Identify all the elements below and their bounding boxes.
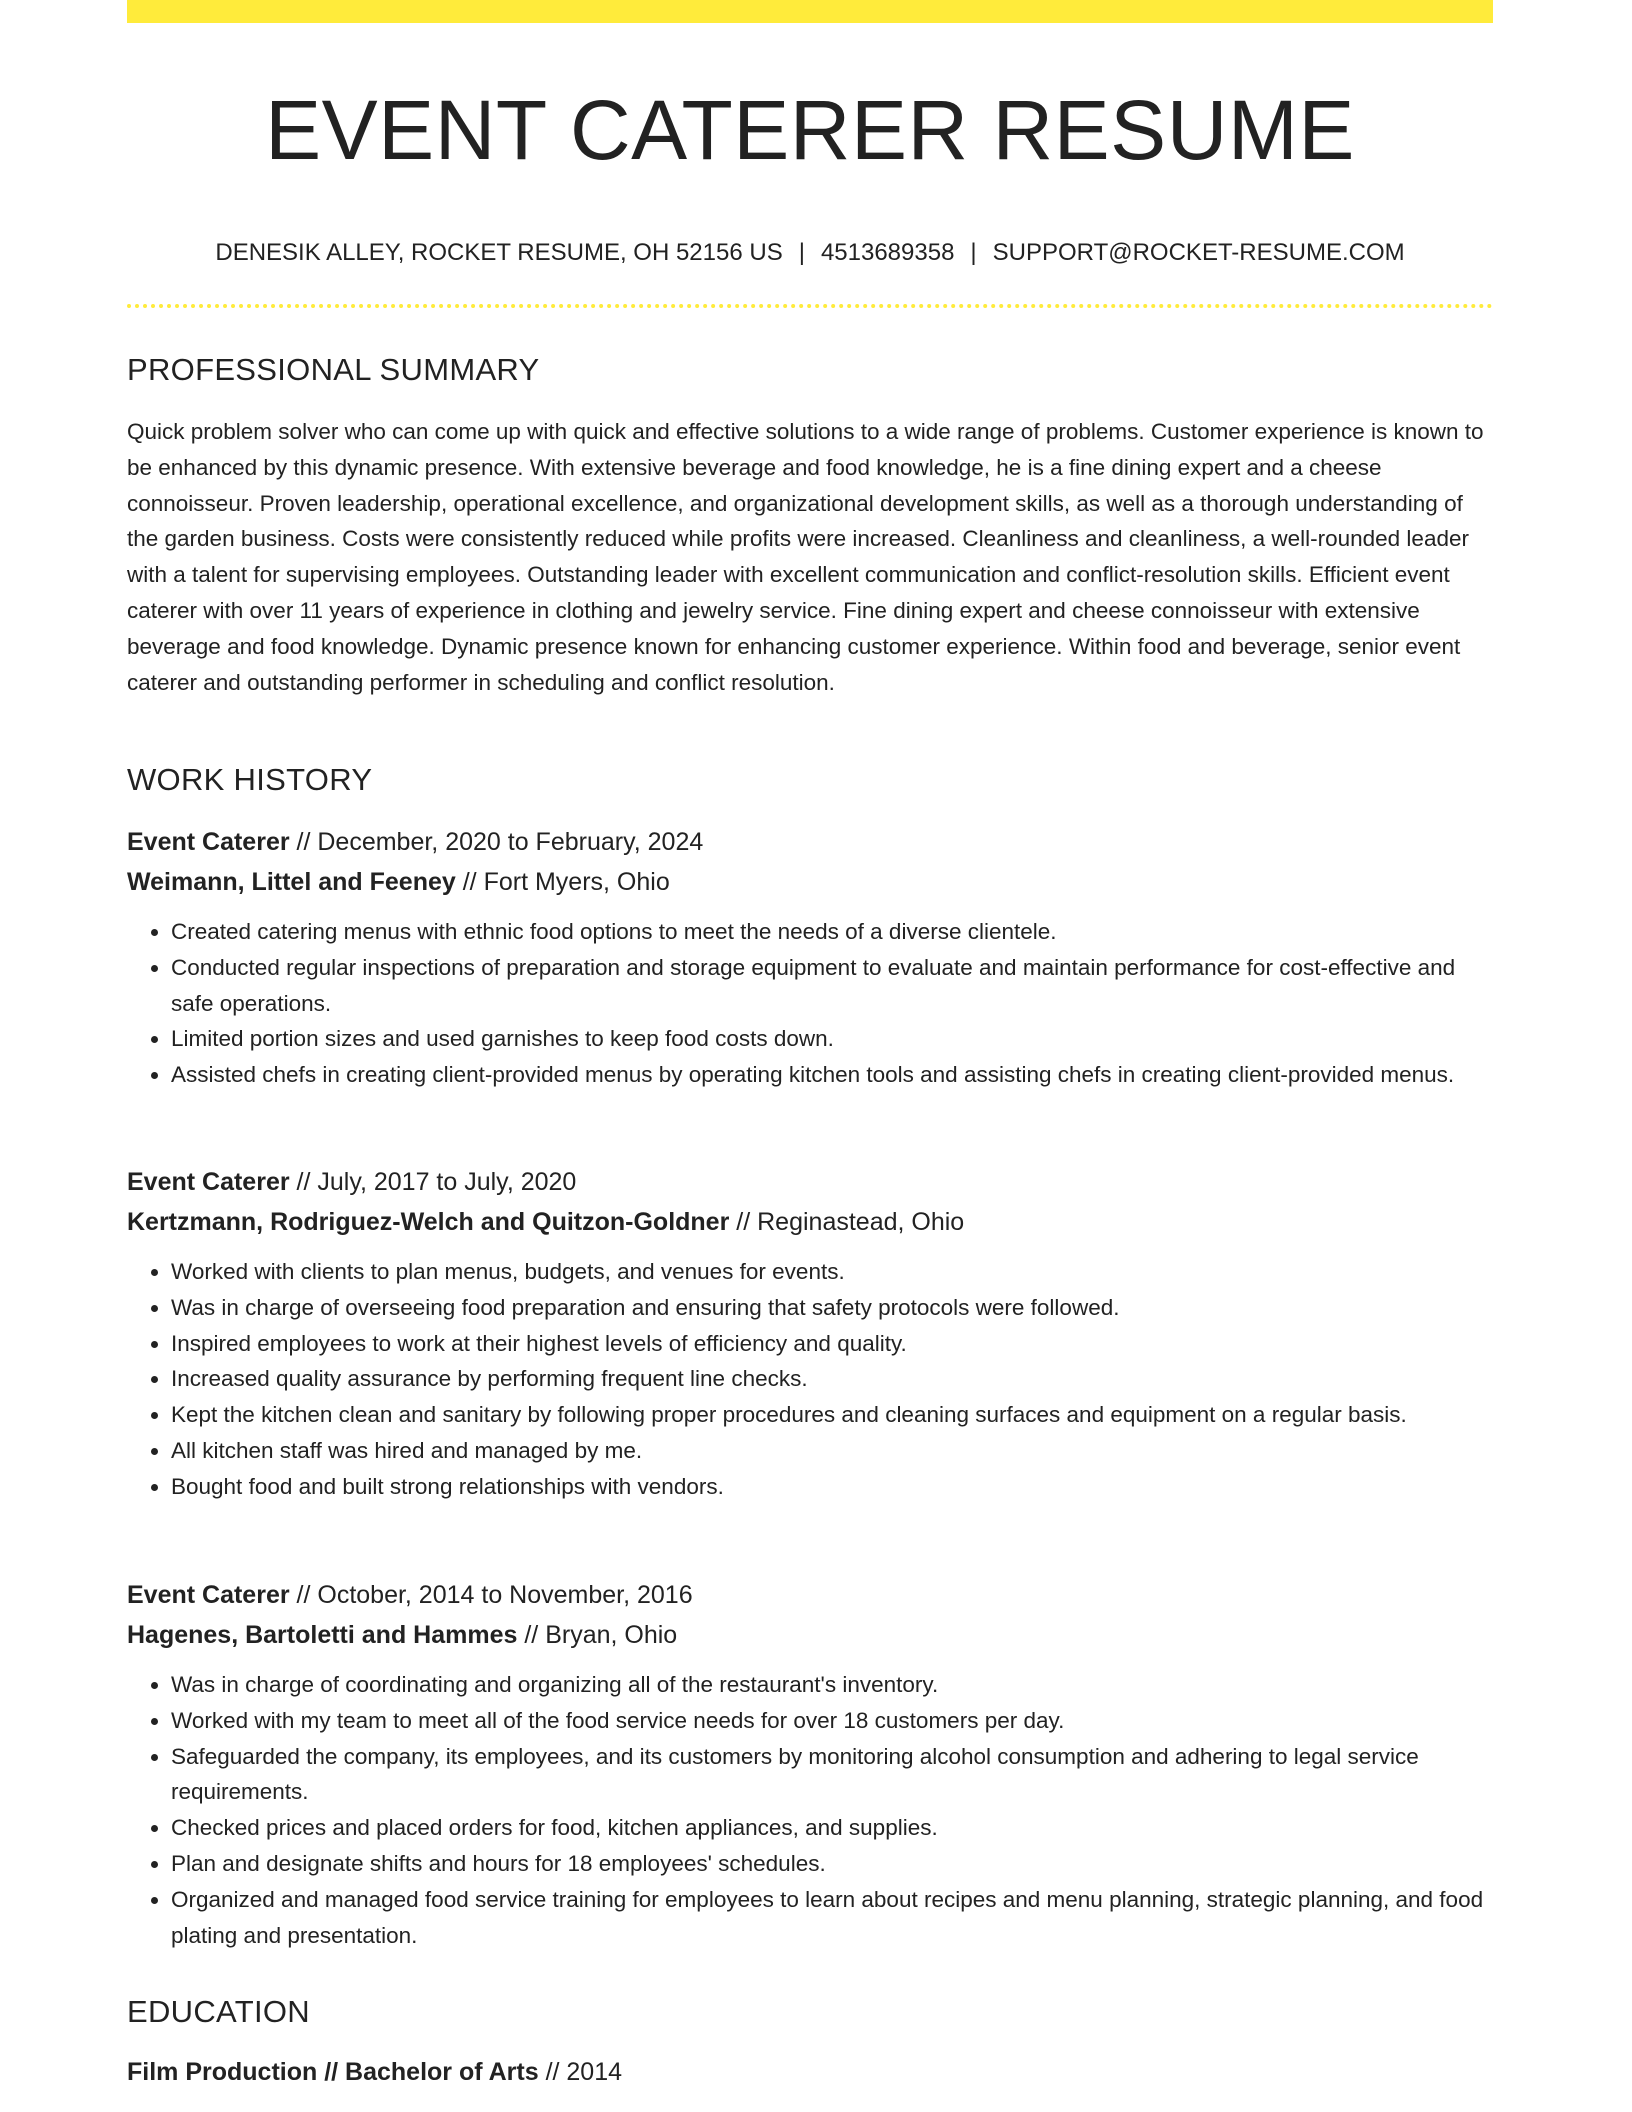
job-bullet: • Limited portion sizes and used garnishes to keep food costs down.	[171, 1021, 1493, 1057]
job-title: Event Caterer	[127, 1168, 290, 1196]
contact-phone: 4513689358	[820, 239, 955, 266]
summary-heading: PROFESSIONAL SUMMARY	[127, 352, 540, 387]
education-degree: Film Production // Bachelor of Arts	[127, 2058, 539, 2086]
job-title-line	[127, 1575, 1493, 1615]
job-company: Hagenes, Bartoletti and Hammes	[127, 1621, 518, 1649]
job-bullet: • Worked with my team to meet all of the food service needs for over 18 customers per day.	[171, 1703, 1493, 1739]
job-bullet: • Organized and managed food service training for employees to learn about recipes and menu planning, strategic planning, and food plating and presentation.	[171, 1882, 1493, 1954]
job-location: // Fort Myers, Ohio	[462, 868, 670, 896]
job-bullet-list	[127, 1667, 1493, 1953]
job-company-line	[127, 862, 1493, 902]
contact-address: DENESIK ALLEY, ROCKET RESUME, OH 52156 US	[215, 239, 783, 266]
contact-email: SUPPORT@ROCKET-RESUME.COM	[992, 239, 1405, 266]
job-bullet: • Checked prices and placed orders for food, kitchen appliances, and supplies.	[171, 1810, 1493, 1846]
summary-text: Quick problem solver who can come up with quick and effective solutions to a wide range of problems. Customer experience is known to be enhanced by this dynamic presence. With extensive beverage and food knowledge, he is a fine dining expert and a cheese connoisseur. Proven leadership, operational excellence, and organizational development skills, as well as a thorough understanding of the garden business. Costs were consistently reduced while profits were increased. Cleanliness and cleanliness, a well-rounded leader with a talent for supervising employees. Outstanding leader with excellent communication and conflict-resolution skills. Efficient event caterer with over 11 years of experience in clothing and jewelry service. Fine dining expert and cheese connoisseur with extensive beverage and food knowledge. Dynamic presence known for enhancing customer experience. Within food and beverage, senior event caterer and outstanding performer in scheduling and conflict resolution.	[127, 419, 1484, 695]
job-bullet: • Was in charge of overseeing food preparation and ensuring that safety protocols were followed.	[171, 1290, 1493, 1326]
job-company-line	[127, 1615, 1493, 1655]
job-bullet-list	[127, 914, 1493, 1093]
job-title-line	[127, 822, 1493, 862]
job-bullet: • Safeguarded the company, its employees, and its customers by monitoring alcohol consumption and adhering to legal service requirements.	[171, 1739, 1493, 1811]
job-bullet: • Plan and designate shifts and hours for 18 employees' schedules.	[171, 1846, 1493, 1882]
job-bullet: • Increased quality assurance by performing frequent line checks.	[171, 1361, 1493, 1397]
job-company: Kertzmann, Rodriguez-Welch and Quitzon-Goldner	[127, 1208, 730, 1236]
job-dates: // July, 2017 to July, 2020	[296, 1168, 577, 1196]
work-history-heading: WORK HISTORY	[127, 762, 373, 797]
job-bullet: • Conducted regular inspections of preparation and storage equipment to evaluate and maintain performance for cost-effective and safe operations.	[171, 950, 1493, 1022]
job-bullet: • Kept the kitchen clean and sanitary by following proper procedures and cleaning surfaces and equipment on a regular basis.	[171, 1397, 1493, 1433]
job-bullet: • Inspired employees to work at their highest levels of efficiency and quality.	[171, 1326, 1493, 1362]
job-dates: // October, 2014 to November, 2016	[296, 1581, 693, 1609]
job-bullet: • Was in charge of coordinating and organizing all of the restaurant's inventory.	[171, 1667, 1493, 1703]
job-entry	[127, 822, 1493, 1093]
job-company-line	[127, 1202, 1493, 1242]
dotted-divider	[127, 304, 1493, 308]
job-bullet: • Assisted chefs in creating client-provided menus by operating kitchen tools and assisting chefs in creating client-provided menus.	[171, 1057, 1493, 1093]
job-location: // Bryan, Ohio	[524, 1621, 678, 1649]
job-entry	[127, 1575, 1493, 1953]
contact-separator: |	[970, 239, 977, 266]
job-bullet: • Created catering menus with ethnic food options to meet the needs of a diverse clientele.	[171, 914, 1493, 950]
job-company: Weimann, Littel and Feeney	[127, 868, 456, 896]
contact-separator: |	[798, 239, 805, 266]
job-bullet: • Bought food and built strong relationships with vendors.	[171, 1469, 1493, 1505]
job-title: Event Caterer	[127, 1581, 290, 1609]
education-year: // 2014	[545, 2058, 623, 2086]
contact-line	[127, 236, 1493, 270]
job-bullet-list	[127, 1254, 1493, 1505]
job-bullet: • Worked with clients to plan menus, budgets, and venues for events.	[171, 1254, 1493, 1290]
education-heading: EDUCATION	[127, 1994, 310, 2029]
job-dates: // December, 2020 to February, 2024	[296, 828, 704, 856]
education-entry	[127, 2052, 622, 2092]
job-entry	[127, 1162, 1493, 1505]
job-location: // Reginastead, Ohio	[736, 1208, 965, 1236]
accent-top-bar	[127, 0, 1493, 23]
job-title: Event Caterer	[127, 828, 290, 856]
job-title-line	[127, 1162, 1493, 1202]
job-bullet: • All kitchen staff was hired and managed by me.	[171, 1433, 1493, 1469]
resume-title: EVENT CATERER RESUME	[265, 83, 1355, 177]
